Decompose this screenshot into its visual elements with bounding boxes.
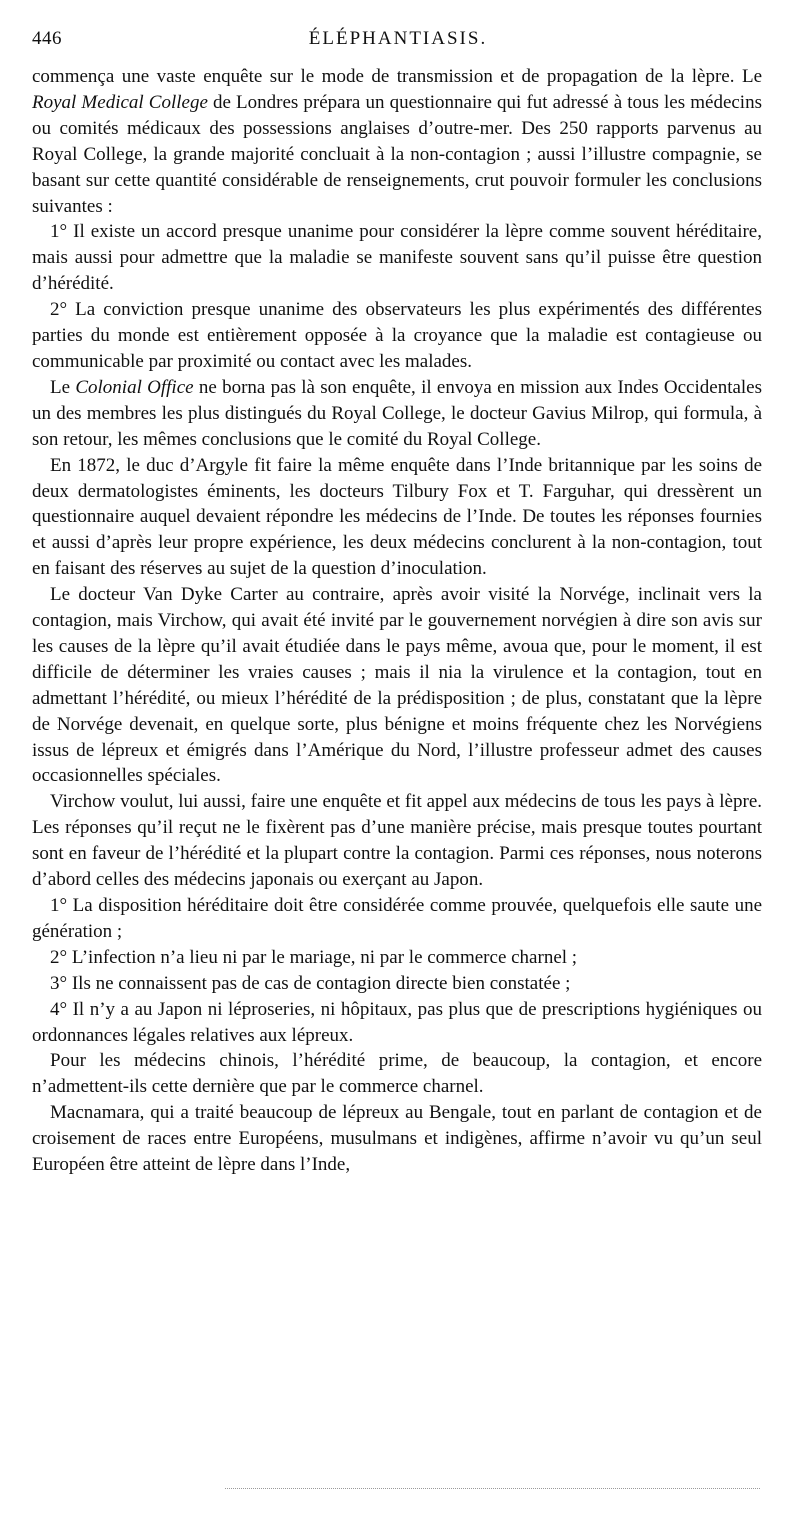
- italic-text: Royal Medical College: [32, 91, 208, 113]
- paragraph: [32, 997, 762, 1049]
- text-run: Le: [50, 376, 76, 398]
- running-head: [32, 28, 764, 58]
- page-number: 446: [32, 28, 62, 49]
- paragraph: [32, 375, 762, 453]
- italic-text: Colonial Office: [75, 376, 194, 398]
- text-run: 1° Il existe un accord presque unanime pour considérer la lèpre comme souvent héréditaire, mais aussi pour admettre que la maladie se manifeste souvent sans qu’il puisse être question d’hérédité.: [32, 221, 762, 295]
- body-text: [32, 64, 762, 1178]
- text-run: Virchow voulut, lui aussi, faire une enquête et fit appel aux médecins de tous les pays à lèpre. Les réponses qu’il reçut ne le fixèrent pas d’une manière précise, mais presque toutes pourtant sont en faveur de l’hérédité et la plupart contre la contagion. Parmi ces réponses, nous noterons d’abord celles des médecins japonais ou exerçant au Japon.: [32, 791, 762, 891]
- text-run: 2° La conviction presque unanime des observateurs les plus expérimentés des différentes parties du monde est entièrement opposée à la croyance que la maladie est contagieuse ou communicable par proximité ou contact avec les malades.: [32, 299, 762, 372]
- paragraph: [32, 1048, 762, 1100]
- text-run: 3° Ils ne connaissent pas de cas de contagion directe bien constatée ;: [50, 972, 571, 994]
- paragraph: [32, 971, 762, 997]
- text-run: En 1872, le duc d’Argyle fit faire la même enquête dans l’Inde britannique par les soins de deux dermatologistes éminents, les docteurs Tilbury Fox et T. Farguhar, qui dressèrent un questionnaire auquel devaient répondre les médecins de l’Inde. De toutes les réponses fournies et aussi d’après leur propre expérience, les deux médecins conclurent à la non-contagion, tout en faisant des réserves au sujet de la question d’inoculation.: [32, 454, 762, 580]
- paragraph: [32, 945, 762, 971]
- paragraph: [32, 64, 762, 219]
- footer-rule: [225, 1488, 760, 1489]
- text-run: commença une vaste enquête sur le mode de transmission et de propagation de la lèpre. Le: [32, 66, 762, 87]
- text-run: Pour les médecins chinois, l’hérédité prime, de beaucoup, la contagion, et encore n’admettent-ils cette dernière que par le commerce charnel.: [32, 1050, 762, 1098]
- text-run: 2° L’infection n’a lieu ni par le mariage, ni par le commerce charnel ;: [50, 946, 578, 968]
- text-run: Le docteur Van Dyke Carter au contraire, après avoir visité la Norvége, inclinait vers la contagion, mais Virchow, qui avait été invité par le gouvernement norvégien à dire son avis sur les causes de la lèpre qu’il avait étudiée dans le pays même, avoua que, pour le moment, il est difficile de déterminer les vraies causes ; mais il nia la virulence et la contagion, tout en admettant l’hérédité, ou mieux l’hérédité de la prédisposition ; de plus, constatant que la lèpre de Norvége devenait, en quelque sorte, plus bénigne et moins fréquente chez les Norvégiens issus de lépreux et émigrés dans l’Amérique du Nord, l’illustre professeur admet des causes occasionnelles spéciales.: [32, 584, 762, 787]
- paragraph: [32, 297, 762, 375]
- paragraph: [32, 219, 762, 297]
- text-run: 4° Il n’y a au Japon ni léproseries, ni hôpitaux, pas plus que de prescriptions hygiéniques ou ordonnances légales relatives aux lépreux.: [32, 998, 762, 1046]
- text-run: Macnamara, qui a traité beaucoup de lépreux au Bengale, tout en parlant de contagion et de croisement de races entre Européens, musulmans et indigènes, affirme n’avoir vu qu’un seul Européen être atteint de lèpre dans l’Inde,: [32, 1102, 762, 1176]
- paragraph: [32, 893, 762, 945]
- text-run: ne borna pas là son enquête, il envoya en mission aux Indes Occidentales un des membres les plus distingués du Royal College, le docteur Gavius Milrop, qui formula, à son retour, les mêmes conclusions que le comité du Royal College.: [32, 376, 763, 450]
- running-title: ÉLÉPHANTIASIS.: [308, 28, 488, 49]
- paragraph: [32, 1100, 762, 1178]
- paragraph: [32, 582, 762, 789]
- text-run: 1° La disposition héréditaire doit être considérée comme prouvée, quelquefois elle saute une génération ;: [32, 895, 762, 942]
- paragraph: [32, 789, 762, 893]
- text-run: de Londres prépara un questionnaire qui fut adressé à tous les médecins ou comités médicaux des possessions anglaises d’outre-mer. Des 250 rapports parvenus au Royal College, la grande majorité concluait à la non-contagion ; aussi l’illustre compagnie, se basant sur cette quantité considérable de renseignements, crut pouvoir formuler les conclusions suivantes :: [32, 91, 762, 217]
- paragraph: [32, 453, 762, 583]
